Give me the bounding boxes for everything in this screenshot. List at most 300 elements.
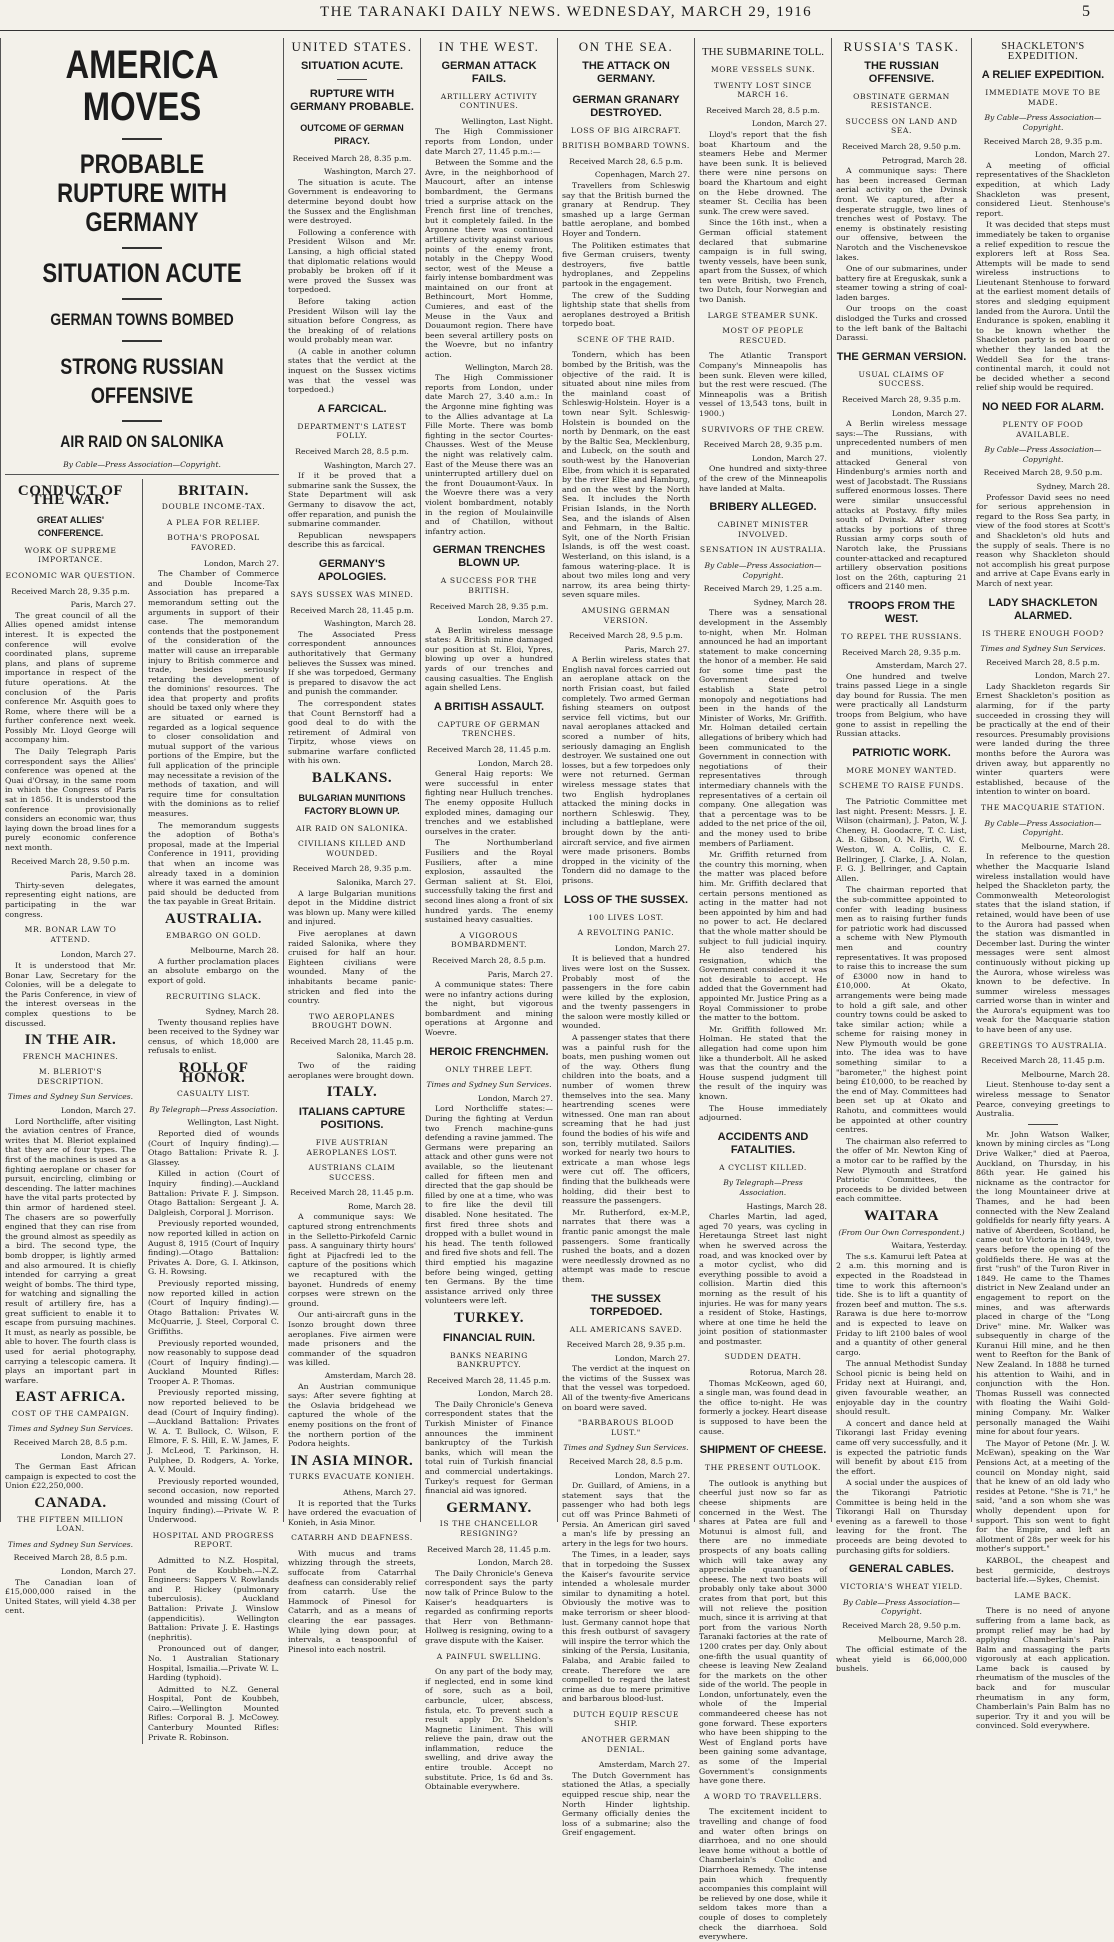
received-line: Received March 28, 9.50 p.m. bbox=[11, 856, 130, 866]
dateline: Rotorua, March 28. bbox=[749, 1368, 827, 1378]
article-paragraph: The Times, in a leader, says that in torpedoing the Sussex the Kaiser's favourite service intended a wholesale murder similar to dynamiting a hotel. Obviously the motive was to make terrorism or sheer blood-lust. Germany cannot hope that this fresh outburst of savagery will inspire the terror which the sinking of the Persia, Lusitania, Falaba, and Arabic failed to create. Therefore we are compelled to regard the latest crime as due to mere primitive and barbarous blood-lust. bbox=[562, 1550, 690, 1704]
headline-salonika: AIR RAID ON SALONIKA bbox=[60, 432, 224, 451]
article-paragraph: Before taking action President Wilson will lay the situation before Congress, as the breaking of of relations would probably mean war. bbox=[288, 296, 416, 345]
source-line: By Telegraph—Press Association. bbox=[723, 1178, 803, 1197]
subheading: ARTILLERY ACTIVITY CONTINUES. bbox=[440, 91, 538, 111]
received-line: Received March 28, 11.45 p.m. bbox=[981, 1056, 1105, 1066]
dateline: London, March 27. bbox=[751, 453, 827, 463]
divider bbox=[122, 247, 162, 249]
article-paragraph: The Atlantic Transport Company's Minneapolis has been sunk. Eleven were killed, but the rest were rescued. (The Minneapolis was a British vessel of 13,543 tons, built in 1900.) bbox=[699, 351, 827, 418]
dateline: Amsterdam, March 27. bbox=[598, 1760, 690, 1770]
column-on-the-sea bbox=[557, 38, 694, 1838]
article-paragraph: The verdict at the inquest on the victims of the Sussex was that the vessel was torpedoed. All of the twenty-five Americans on board were saved. bbox=[562, 1364, 690, 1412]
dateline: Sydney, March 28. bbox=[753, 597, 827, 607]
article-paragraph: The Dutch Government has stationed the Atlas, a specially equipped rescue ship, near the North Hinder lightship. Germany officially denies the loss of a submarine; also the Greif engagement. bbox=[562, 1770, 690, 1838]
section-heading: GERMAN TRENCHES BLOWN UP. bbox=[432, 544, 546, 570]
subheading: TWO AEROPLANES BROUGHT DOWN. bbox=[309, 1011, 395, 1031]
article-paragraph: The correspondent states that Count Bernstorff had a good deal to do with the retirement of Admiral von Tirpitz, whose views on submarine warfare conflicted with his own. bbox=[288, 698, 416, 766]
column-heading: ON THE SEA. bbox=[578, 39, 674, 54]
subheading: DEPARTMENT'S LATEST FOLLY. bbox=[297, 421, 407, 441]
subheading: USUAL CLAIMS OF SUCCESS. bbox=[858, 369, 945, 389]
dateline: Amsterdam, March 28. bbox=[324, 1370, 416, 1380]
divider bbox=[122, 298, 162, 300]
article-paragraph: Mr. Griffith returned from the country this morning, when the matter was placed before him. Mr. Griffith declared that certain persons mentioned as acting in the matter had not been appointed by him and had no power to act. He declared that the whole matter should be subject to full judicial inquiry. He also tendered his resignation, which the Government considered it was not desirable to accept. He added that the Government had appointed Mr. Justice Pring as a Royal Commissioner to probe the matter to the bottom. bbox=[699, 850, 827, 1023]
article-paragraph: General Haig reports: We were successful in enter fighting near Hulluch trenches. The enemy opposite Hulluch exploded mines, damaging our trenches and we established ourselves in the crater. bbox=[425, 769, 553, 836]
article-paragraph: Twenty thousand replies have been received to the Sydney war census, of which 18,000 are refusals to enlist. bbox=[148, 1017, 279, 1056]
subheading: SUCCESS ON LAND AND SEA. bbox=[845, 116, 958, 136]
source-line: By Cable—Press Association—Copyright. bbox=[704, 560, 822, 580]
subheading: FRENCH MACHINES. bbox=[22, 1051, 119, 1061]
dateline: Copenhagen, March 27. bbox=[594, 170, 690, 180]
source-line: By Cable—Press Association—Copyright. bbox=[842, 1597, 961, 1617]
subheading: A PLEA FOR RELIEF. bbox=[166, 517, 261, 527]
subheading: SCHEME TO RAISE FUNDS. bbox=[839, 781, 964, 791]
section-heading: GERMANY'S APOLOGIES. bbox=[317, 557, 387, 583]
received-line: Received March 28, 9.35 p.m. bbox=[703, 440, 823, 450]
article-paragraph: A further proclamation places an absolute embargo on the export of gold. bbox=[148, 956, 279, 985]
section-heading: BRITAIN. bbox=[178, 482, 249, 499]
divider bbox=[122, 138, 162, 140]
subheading: A REVOLTING PANIC. bbox=[577, 928, 675, 938]
article-paragraph: The situation is acute. The Government is endeavoring to determine beyond doubt how the Sussex and the Englishman were destroyed. bbox=[288, 177, 416, 226]
article-paragraph: A Berlin wireless states that English naval forces carried out an aeroplane attack on the north Frisian coast, but failed completely. Two armed German fishing steamers on outpost service fell victims, but our naval aeroplanes attacked and scored a number of hits, seriously damaging an English destroyer. We sustained one out losses, but a few torpedoes only were not returned. German wireless message states that two English hydroplanes attacked the mining docks in northern Schleswig. They, including a battleplane, were brought down by the anti-aircraft service, and five airmen were made prisoners. Bombs dropped in the vicinity of the Tondern did no damage to the prisons. bbox=[562, 655, 690, 885]
received-line: Received March 28, 9.35 p.m. bbox=[429, 601, 549, 611]
divider bbox=[122, 420, 162, 422]
article-paragraph: Pronounced out of danger, No. 1 Australian Stationary Hospital, Ismailia.—Private W. L. Harding (typhoid). bbox=[148, 1644, 279, 1683]
dateline: Melbourne, March 28. bbox=[878, 1634, 967, 1644]
dateline: Melbourne, March 28. bbox=[1021, 1069, 1110, 1079]
article-paragraph: Republican newspapers describe this as farcical. bbox=[288, 530, 416, 550]
subheading: BANKS NEARING BANKRUPTCY. bbox=[450, 1350, 528, 1370]
section-heading: THE SUBMARINE TOLL. bbox=[701, 46, 825, 58]
article-paragraph: Tondern, which has been bombed by the British, was the objective of the raid. It is situated about nine miles from the mainland coast of Schleswig-Holstein. Hoyer is a town near Sylt. Schleswig-Holstein is bounded on the north by Denmark, on the east by the Baltic Sea, Mecklenburg, and Lubeck, on the south and south-west by the Hanoverian Elbe, from which it is separated by the river Elbe and Hamburg, and on the west by the North Sea. It includes the North Frisian Islands, in the North Sea, and the islands of Alsen and Fehmarn, in the Baltic. Sylt, one of the North Frisian Islands, is off the west coast. Westerland, on this island, is a famous watering-place. It is about two miles long and very narrow, its area being thirty-seven square miles. bbox=[562, 350, 690, 600]
source-line: Times and Sydney Sun Services. bbox=[7, 1424, 134, 1434]
article-paragraph: Charles Martin, lad aged, aged 70 years, was cycling in Heretaunga Street last night when he swerved across the road, and was knocked over by a motor cyclist, who did everything possible to avoid a collision. Martin died this morning as the result of his injuries. He was for many years a resident of Stoke, Hastings, where at one time he held the joint position of stationmaster and postmaster. bbox=[699, 1212, 827, 1346]
article-paragraph: The crew of the Sudding lightship state that shells from aeroplanes destroyed a British torpedo boat. bbox=[562, 290, 690, 329]
article-paragraph: If it be proved that a submarine sank the Sussex, the State Department will ask Germany to disavow the act, offer reparation, and punish the submarine commander. bbox=[288, 471, 416, 529]
subheading: BULGARIAN MUNITIONS FACTORY BLOWN UP. bbox=[298, 792, 406, 816]
article-paragraph: Previously reported wounded, second occasion, now reported wounded and missing (Court of Inquiry finding).—Private W. P. Underwood. bbox=[148, 1476, 279, 1525]
column-heading: SHACKLETON'S EXPEDITION. bbox=[1001, 41, 1085, 62]
received-line: Received March 28, 11.45 p.m. bbox=[290, 1036, 414, 1046]
subheading: ECONOMIC WAR QUESTION. bbox=[5, 570, 136, 580]
dateline: London, March 27. bbox=[477, 615, 553, 625]
subheading: GREETINGS TO AUSTRALIA. bbox=[978, 1040, 1108, 1050]
received-line: Received March 28, 8.5 p.m. bbox=[986, 657, 1100, 667]
subheading: TO REPEL THE RUSSIANS. bbox=[841, 631, 962, 641]
subheading: CASUALTY LIST. bbox=[176, 1089, 251, 1099]
subheading: OBSTINATE GERMAN RESISTANCE. bbox=[853, 91, 950, 111]
source-line: By Cable—Press Association—Copyright. bbox=[984, 818, 1102, 838]
headline-situation-acute: SITUATION ACUTE bbox=[42, 258, 242, 288]
subheading: THE PRESENT OUTLOOK. bbox=[704, 1463, 822, 1473]
subheading: THE MACQUARIE STATION. bbox=[980, 803, 1106, 812]
section-heading: NO NEED FOR ALARM. bbox=[982, 401, 1104, 413]
subheading: IS THE CHANCELLOR RESIGNING? bbox=[439, 1519, 539, 1538]
received-line: Received March 28, 9.50 p.m. bbox=[842, 1620, 961, 1630]
article-paragraph: The official estimate of the wheat yield is 66,000,000 bushels. bbox=[836, 1645, 967, 1674]
dateline: London, March 28. bbox=[477, 1389, 553, 1399]
article-paragraph: One hundred and sixty-three of the crew of the Minneapolis have landed at Malta. bbox=[699, 464, 827, 493]
advertisement-text: KARBOL, the cheapest and best germicide, destroys bacterial life.—Sykes, Chemist. bbox=[976, 1555, 1110, 1585]
subheading: CIVILIANS KILLED AND WOUNDED. bbox=[297, 839, 407, 858]
subheading: EMBARGO ON GOLD. bbox=[165, 930, 262, 940]
column-heading: IN THE WEST. bbox=[438, 39, 540, 54]
section-heading: CANADA. bbox=[34, 1495, 107, 1512]
advertisement-text: On any part of the body may, if neglected, end in some kind of sore, such as a boil, carbuncle, ulcer, abscess, fistula, etc. To prevent such a result apply Dr. Sheldon's Magnetic Liniment. This will relieve the pain, draw out the inflammation, reduce the swelling, and drive away the entire trouble. Accept no substitute. Price, 1s 6d and 3s. Obtainable everywhere. bbox=[425, 1667, 553, 1792]
subheading: GERMAN GRANARY DESTROYED. bbox=[572, 93, 680, 119]
article-paragraph: The Daily Chronicle's Geneva correspondent says the party now talk of Prince Bulow to the Kaiser's headquarters is regarded as confirming reports that Herr von Bethmann-Hollweg is resigning, owing to a grave dispute with the Kaiser. bbox=[425, 1568, 553, 1645]
article-paragraph: Thomas McKeown, aged 60, a single man, was found dead in the office to-night. He was formerly a jockey. Heart disease is supposed to have been the cause. bbox=[699, 1378, 827, 1436]
subheading: CABINET MINISTER INVOLVED. bbox=[717, 520, 809, 539]
section-heading: AUSTRALIA. bbox=[164, 910, 263, 927]
article-paragraph: The Mayor of Petone (Mr. J. W. McEwan), speaking on the War Pensions Act, at a meeting of the council on Monday night, said that he knew of an old lady who resides at Petone. "She is 71," he said, "and a son whom she was wholly dependent upon for support. This son went to fight for the Empire, and left an allotment of 28s per week for his mother's support." bbox=[976, 1438, 1110, 1554]
article-paragraph: Between the Somme and the Avre, in the neighborhood of Maucourt, after an intense bombardment, the Germans tried a surprise attack on the French first line of trenches, but it completely failed. In the Argonne there was continued artillery activity against various points of the enemy front, notably in the Cheppy Wood sector, west of the Meuse a fairly intense bombardment was maintained on our front at Bethincourt, Mort Homme, Cumieres, and east of the Meuse in the Vaux and Douaumont region. There have been several artillery posts on the Woevre, but no infantry action. bbox=[425, 158, 553, 360]
article-paragraph: A communique says: There has been increased German aerial activity on the Dvinsk front. We captured, after a desperate struggle, two lines of trenches west of Postavy. The enemy is obstinately resisting our offensive, between the Narotch and the Vischenevskoe lakes. bbox=[836, 166, 967, 262]
advertisement-text: With mucus and trams whizzing through the streets, suffocate from Catarrhal deafness can considerably relief from catarrh. Use the Hammock of Pinesol for Catarrh, and as a means of clearing the ear passages. While lying down pour, at intervals, a teaspoonful of Pinesol into each nostril. bbox=[288, 1548, 416, 1654]
article-paragraph: A passenger states that there was a painful rush for the boats, men pushing women out of the way. Others flung children into the boats, and a number of women threw themselves into the sea. Many heartrending scenes were witnessed. One man ran about screaming that he had just found the bodies of his wife and son, terribly mutilated. Sailors worked for nearly two hours to extricate a man whose legs were cut off. The officers, finding that the bulkheads were holding, did their best to reassure the passengers. bbox=[562, 1033, 690, 1206]
section-heading: BRIBERY ALLEGED. bbox=[709, 501, 817, 514]
source-line: (From Our Own Correspondent.) bbox=[838, 1227, 965, 1237]
subheading: WORK OF SUPREME IMPORTANCE. bbox=[24, 545, 117, 565]
section-heading: BALKANS. bbox=[311, 770, 393, 787]
section-heading: PATRIOTIC WORK. bbox=[852, 746, 951, 759]
subheading: A SUCCESS FOR THE BRITISH. bbox=[440, 576, 538, 595]
source-line: Times and Sydney Sun Services. bbox=[980, 644, 1106, 654]
dateline: London, March 28. bbox=[477, 758, 553, 768]
article-paragraph: The Associated Press correspondent announces authoritatively that Germany believes the Sussex was mined. If she was torpedoed, Germany is prepared to disavow the act and punish the commander. bbox=[288, 629, 416, 697]
received-line: Received March 28, 9.35 p.m. bbox=[566, 1340, 686, 1350]
dateline: Melbourne, March 28. bbox=[1021, 841, 1110, 851]
subheading: BOTHA'S PROPOSAL FAVORED. bbox=[167, 533, 260, 552]
masthead-title: THE TARANAKI DAILY NEWS. WEDNESDAY, MARCH 29, 1916 bbox=[320, 4, 813, 20]
subheading: LARGE STEAMER SUNK. bbox=[707, 310, 819, 320]
subheading: 100 LIVES LOST. bbox=[588, 912, 664, 922]
source-line: By Cable—Press Association—Copyright. bbox=[63, 460, 221, 469]
subheading: COST OF THE CAMPAIGN. bbox=[11, 1408, 130, 1418]
article-paragraph: Mr. Rutherford, ex-M.P., narrates that there was a frantic panic amongst the male passengers. Some frantically rushed the boats, and a dozen were needlessly drowned as no attempt was made to rescue them. bbox=[562, 1207, 690, 1284]
subheading: MORE VESSELS SUNK. bbox=[710, 65, 816, 74]
dateline: London, March 27. bbox=[60, 1567, 136, 1576]
article-paragraph: The great council of all the Allies opened amidst intense interest. It is expected the conference will evolve coordinated plans, supreme plans, and plans of supreme importance in respect of the future operations. At the conclusion of the Paris conference Mr. Asquith goes to Rome, where there will be a further conference next week. Possibly Mr. Lloyd George will accompany him. bbox=[5, 610, 136, 745]
article-paragraph: Admitted to N.Z. General Hospital, Pont de Koubbeh, Cairo.—Wellington Mounted Rifles: Corporal B. J. McCowey. Canterbury Mounted Rifles: Private R. Robinson. bbox=[148, 1684, 279, 1742]
article-paragraph: One of our submarines, under battery fire at Ereguskak, sunk a steamer towing a string of coal-laden barges. bbox=[836, 264, 967, 302]
received-line: Received March 29, 1.25 a.m. bbox=[703, 584, 823, 594]
subheading: LOSS OF BIG AIRCRAFT. bbox=[570, 125, 682, 135]
article-paragraph: Five aeroplanes at dawn raided Salonika, where they cruised for half an hour. Eighteen civilians were wounded. Many of the inhabitants became panic-stricken and fled into the country. bbox=[288, 929, 416, 1006]
subheading: ALL AMERICANS SAVED. bbox=[569, 1324, 683, 1334]
column-main-headlines bbox=[0, 38, 283, 1742]
dateline: Waitara, Yesterday. bbox=[891, 1241, 967, 1251]
received-line: Received March 28, 8.5 p.m. bbox=[13, 1438, 128, 1448]
received-line: Received March 28, 9.35 p.m. bbox=[11, 586, 130, 596]
section-heading: A FARCICAL. bbox=[317, 402, 387, 415]
section-heading: THE GERMAN VERSION. bbox=[836, 350, 967, 363]
subheading: SAYS SUSSEX WAS MINED. bbox=[290, 589, 414, 599]
advertisement-text: There is no need of anyone suffering from a lame back, as prompt relief may be had by applying Chamberlain's Pain Balm and massaging the parts vigorously at each application. Lame back is caused by rheumatism of the muscles of the back and for muscular rheumatism in any form, Chamberlain's Pain Balm has no superior. Try it and you will be convinced. Sold everywhere. bbox=[976, 1606, 1110, 1731]
subheading: DOUBLE INCOME-TAX. bbox=[161, 502, 266, 512]
dateline: Salonika, March 28. bbox=[336, 1050, 416, 1060]
dateline: Paris, March 28. bbox=[70, 870, 136, 880]
dateline: Sydney, March 28. bbox=[205, 1007, 279, 1017]
subheading: A VIGOROUS BOMBARDMENT. bbox=[450, 930, 528, 950]
article-paragraph: Lord Northcliffe, after visiting the aviation centres of France, writes that M. Bleriot explained that they are of four types. The first of the machines is used as a fighting aeroplane or chaser for pursuit, encircling, climbing or descending. The latter machines have the vital parts protected by thin armor of hardened steel. The chasers are so powerfully engined that they can rise from the ground almost as speedily as a bird. The second type, the bomb dropper, is lightly armed and also armoured. It is chiefly intended for carrying a great weight of bombs. The third type, for watching and signalling the result of artillery fire, has a great sufficient to enable it to escape from pursuing machines. It must, as nearly as possible, be able to hover. The fourth class is used for aerial photography, carrying a telescopic camera. It plays an important part in warfare. bbox=[5, 1116, 136, 1385]
subheading: VICTORIA'S WHEAT YIELD. bbox=[840, 1582, 963, 1592]
article-paragraph: Lord Northcliffe states:—During the fighting at Verdun two French machine-guns defending a ravine jammed. The Germans were preparing an attack and other guns were not available, so the lieutenant called for fifteen men and directed that the gap should be filled by one at a time, who was to fire like the devil till disabled. None hesitated. The first fired three shots and dropped with a bullet wound in his head. The tenth followed and fired five shots and fell. The third emptied his magazine before being winged, getting ten Germans. By the time assistance arrived only three volunteers were left. bbox=[425, 1104, 553, 1306]
section-heading: ACCIDENTS AND FATALITIES. bbox=[717, 1130, 809, 1156]
dateline: Paris, March 27. bbox=[624, 644, 690, 654]
subheading: RECRUITING SLACK. bbox=[165, 991, 262, 1001]
headline-america-moves: AMERICA MOVES bbox=[65, 43, 219, 129]
dateline: Washington, March 27. bbox=[324, 167, 416, 177]
dateline: London, March 27. bbox=[60, 950, 136, 960]
article-paragraph: Lloyd's report that the fish boat Khartoum and the steamers Hebe and Mermer have been sunk. It is believed there were nine persons on board the Khartoum and eight on the Hebe drowned. The steamer St. Cecilia has been sunk. The crew were saved. bbox=[699, 129, 827, 216]
subheading: HOSPITAL AND PROGRESS REPORT. bbox=[152, 1530, 275, 1550]
section-heading: A RELIEF EXPEDITION. bbox=[981, 69, 1105, 82]
received-line: Received March 28, 9.5 p.m. bbox=[569, 631, 683, 641]
section-heading: TURKEY. bbox=[453, 1309, 525, 1326]
received-line: Received March 28, 8.5 p.m. bbox=[295, 447, 409, 457]
article-paragraph: Killed in action (Court of Inquiry finding).—Auckland Battalion: Private F. J. Simpson. Otago Battalion: Sergeant J. A. Dalgleish, Corporal J. Morrison. bbox=[148, 1169, 279, 1217]
headline-probable-rupture: PROBABLE RUPTURE WITH GERMANY bbox=[57, 149, 227, 237]
section-heading: RUPTURE WITH GERMANY PROBABLE. bbox=[290, 87, 414, 113]
subheading: MORE MONEY WANTED. bbox=[846, 765, 957, 775]
section-heading: THE SUSSEX TORPEDOED. bbox=[589, 1292, 663, 1318]
advertisement-heading: CATARRH AND DEAFNESS. bbox=[291, 1533, 413, 1543]
column-heading: RUSSIA'S TASK. bbox=[843, 39, 960, 54]
article-paragraph: Professor David sees no need for serious apprehension in regard to the Ross Sea party, in view of the food stores at Scott's and Shackleton's old huts and the supply of seals. There is no reason why Shackleton should not accomplish his great purpose and arrive at Cape Evans early in March of next year. bbox=[976, 492, 1110, 588]
dateline: London, March 27. bbox=[60, 1451, 136, 1461]
article-paragraph: A social under the auspices of the Tikorangi Patriotic Committee is being held in the Tikorangi Hall on Thursday evening as a farewell to those leaving for the front. The proceeds are being devoted to purchasing gifts for soldiers. bbox=[836, 1478, 967, 1555]
subheading: ANOTHER GERMAN DENIAL. bbox=[581, 1735, 671, 1754]
article-paragraph: The chairman reported that the sub-committee appointed to confer with leading business men as to raising further funds for patriotic work had discussed a scheme with New Plymouth men and country representatives. It was proposed to raise this to increase the sum of £3000 now in hand to £10,000. At Okato, arrangements were being made to hold a gift sale, and other country towns could be asked to take similar action; while a scheme for raising money in New Plymouth would be gone into. The idea was to have something similar to a "barometer," the highest point being £10,000, to be reached by the end of May. Committees had been set up at Okato and Rahotu, and committees would be appointed at other country centres. bbox=[836, 885, 967, 1135]
source-line: By Cable—Press Association—Copyright. bbox=[984, 113, 1102, 132]
article-paragraph: Lady Shackleton regards Sir Ernest Shackleton's position as alarming, for if the party succeeded in crossing they will be practically at the end of their resources. Presumably provisions were landed during the three months before the Aurora was driven away, but apparently no winter quarters were established, because of the intention to winter on board. bbox=[976, 681, 1110, 797]
article-paragraph: The Canadian loan of £15,000,000 raised in the United States, will yield 4.38 per cent. bbox=[5, 1577, 136, 1616]
dateline: Amsterdam, March 27. bbox=[875, 661, 967, 671]
section-heading: SHIPMENT OF CHEESE. bbox=[699, 1444, 827, 1457]
article-paragraph: A Berlin wireless message says:—The Russians, with unprecedented numbers of men and munitions, violently attacked General von Hindenburg's armies north and west of Jacobstadt. The Russians suffered enormous losses. There were similar unsuccessful attacks at Postavy. fifty miles south of Dvinsk. After strong attacks by portions of three Russian army corps south of Narotch lake, the Prussians counter-attacked and recaptured artillery observation positions lost on the 26th, capturing 21 officers and 2140 men. bbox=[836, 419, 967, 592]
section-heading: IN THE AIR. bbox=[24, 1032, 117, 1049]
section-heading: IN ASIA MINOR. bbox=[290, 1452, 414, 1469]
article-paragraph: Mr. John Watson Walker, known by mining circles as "Long Drive Walker," died at Paeroa, Auckland, on Thursday, in his 86th year. He gained his nickname as the contractor for the long Mountaineer drive at Thames, and he had been connected with the New Zealand goldfields for nearly fifty years. A native of Aberdeen, Scotland, he came out to Victoria in 1849, two years before the opening of the goldfields there. He was at the first "rush" of the Turon River in 1849. He came to the Thames district in New Zealand under an engagement to report on the mines, and was afterwards placed in charge of the "Long Drive" mine. Mr. Walker was subsequently in charge of the Kuranui Hill mine, and he then went to Reefton for the Bank of New Zealand. In 1888 he turned his attention to Waihi, and in conjunction with the Hon. Thomas Russell was connected with floating the Waihi Gold-mining Company. Mr. Walker personally managed the Waihi mine for about four years. bbox=[976, 1129, 1110, 1437]
section-heading: A BRITISH ASSAULT. bbox=[433, 700, 545, 713]
subheading: SENSATION IN AUSTRALIA. bbox=[699, 545, 827, 555]
advertisement-text: The excitement incident to travelling and change of food and water often brings on diarrhoea, and no one should leave home without a bottle of Chamberlain's Colic and Diarrhoea Remedy. The intense pain which frequently accompanies this complaint will be relieved by one dose, while it seldom takes more than a couple of doses to completely check the diarrhoea. Sold everywhere. bbox=[699, 1807, 827, 1942]
subheading: SURVIVORS OF THE CREW. bbox=[701, 424, 825, 434]
subheading: BRITISH BOMBARD TOWNS. bbox=[562, 141, 690, 151]
article-paragraph: Following a conference with President Wilson and Mr. Lansing, a high official stated that diplomatic relations would probably be broken off if it were proved the Sussex was torpedoed. bbox=[288, 227, 416, 295]
column-shackleton bbox=[971, 38, 1114, 1731]
received-line: Received March 28, 8.5 p.m. bbox=[13, 1553, 128, 1563]
article-paragraph: One hundred and twelve trains passed Liege in a single day bound for Russia. The men were practically all Landsturm troops from Belgium, who have gone to assist in repelling the Russian attacks. bbox=[836, 671, 967, 739]
received-line: Received March 28, 9.50 p.m. bbox=[842, 141, 961, 151]
subheading: AIR RAID ON SALONIKA. bbox=[295, 823, 409, 833]
subheading: PLENTY OF FOOD AVAILABLE. bbox=[1002, 420, 1084, 439]
dateline: London, March 27. bbox=[614, 1353, 690, 1363]
column-russias-task bbox=[831, 38, 971, 1674]
dateline: Washington, March 27. bbox=[324, 460, 416, 470]
subheading: ONLY THREE LEFT. bbox=[445, 1064, 533, 1074]
section-heading: EAST AFRICA. bbox=[15, 1389, 126, 1406]
received-line: Received March 28, 9.35 p.m. bbox=[842, 647, 961, 657]
headline-german-towns: GERMAN TOWNS BOMBED bbox=[50, 310, 234, 329]
dateline: Rome, March 28. bbox=[347, 1201, 416, 1211]
subheading: SCENE OF THE RAID. bbox=[577, 334, 675, 344]
article-paragraph: It is understood that Mr. Bonar Law, Secretary for the Colonies, will be a delegate to the Paris Conference, in view of the interest overseas in the complex questions to be discussed. bbox=[5, 960, 136, 1028]
article-paragraph: The Chamber of Commerce and Double Income-Tax Association has prepared a memorandum setting out the arguments in support of their case. The memorandum contends that the postponement of the consideration of the matter will cause an irreparable injury to British commerce and trade, besides seriously retarding the development of the dominions' resources. The idea that property and profits should be taxed only where they are situated or earned is regarded as a logical sequence to closer consolidation and mutual support of the various portions of the Empire, but the full application of the principle may necessitate a revision of the methods of taxation, and will require time for consultation with the dominions as to relief measures. bbox=[148, 569, 279, 818]
article-paragraph: In reference to the question whether the Macquarie Island wireless installation would have helped the Shackleton party, the Commonwealth Meteorologist states that the island station, if retained, would have been of use to the Aurora had passed when the station was dismantled in December last. During the winter messages were sent almost continuously without picking up the Aurora, whose wireless was known to be defective. In summer wireless messages carried worse than in winter and the Aurora's equipment was too weak for the Macquarie station to have been of any use. bbox=[976, 852, 1110, 1035]
advertisement-heading: A PAINFUL SWELLING. bbox=[436, 1651, 542, 1661]
headline-russian-offensive: STRONG RUSSIAN OFFENSIVE bbox=[60, 354, 224, 408]
article-paragraph: A large Bulgarian munitions depot in the Middine district was blown up. Many were killed and injured. bbox=[288, 888, 416, 927]
article-paragraph: (A cable in another column states that the verdict at the inquest on the Sussex victims was that the vessel was torpedoed.) bbox=[288, 346, 416, 395]
column-split bbox=[5, 479, 279, 1745]
subheading: FIVE AUSTRIAN AEROPLANES LOST. bbox=[306, 1137, 398, 1157]
article-paragraph: The High Commissioner reports from London, under date March 27, 11.45 p.m.:— bbox=[425, 127, 553, 156]
received-line: Received March 28, 11.45 p.m. bbox=[290, 1188, 414, 1198]
received-line: Received March 28, 11.45 p.m. bbox=[427, 745, 551, 755]
subheading: ITALIANS CAPTURE POSITIONS. bbox=[298, 1105, 406, 1131]
article-paragraph: Two of the raiding aeroplanes were brought down. bbox=[288, 1061, 416, 1080]
subheading: MOST OF PEOPLE RESCUED. bbox=[722, 326, 804, 345]
dateline: Sydney, March 28. bbox=[1036, 481, 1110, 491]
source-line: Times and Sydney Sun Services. bbox=[7, 1539, 134, 1549]
article-paragraph: A concert and dance held at Tikorangi last Friday evening came off very successfully, and it is expected the patriotic funds will benefit by about £15 from the effort. bbox=[836, 1418, 967, 1476]
masthead bbox=[0, 0, 1114, 31]
divider bbox=[122, 340, 162, 342]
dateline: London, March 27. bbox=[1034, 150, 1110, 160]
subheading: A CYCLIST KILLED. bbox=[719, 1162, 807, 1172]
dateline: Athens, March 27. bbox=[343, 1487, 416, 1497]
received-line: Received March 28, 8.5 p.m. bbox=[706, 105, 820, 115]
section-heading: CONDUCT OF THE WAR. bbox=[17, 482, 124, 509]
article-paragraph: The annual Methodist Sunday School picnic is being held on Friday next at Huirangi, and, given favourable weather, an enjoyable day in the country should result. bbox=[836, 1359, 967, 1417]
section-heading: GENERAL CABLES. bbox=[849, 1563, 954, 1576]
article-paragraph: Previously reported missing, now reported believed to be dead (Court of Inquiry finding).—Auckland Battalion: Privates W. A. T. Bullock, C. Wilson, F. Elmore, F. S. Hill, E. W. James, F. J. McLeod, T. Parkinson, H. Pulphee, D. Rodgers, A. Yorke, A. V. Mould. bbox=[148, 1388, 279, 1475]
received-line: Received March 28, 8.5 p.m. bbox=[432, 955, 546, 965]
subcolumn-right bbox=[142, 479, 279, 1745]
page-number: 5 bbox=[1082, 3, 1092, 20]
subheading: IMMEDIATE MOVE TO BE MADE. bbox=[985, 88, 1101, 107]
article-paragraph: A communique says: We captured strong entrenchments in the Selletto-Pirkofeld Carnic pass. A sanguinary thirty hours' fight at Pijacfredi led to the capture of the positions which we recaptured with the bayonet. Hundreds of enemy corpses were strewn on the ground. bbox=[288, 1212, 416, 1308]
received-line: Received March 28, 9.35 p.m. bbox=[842, 395, 961, 405]
source-line: Times and Sydney Sun Services. bbox=[426, 1080, 552, 1090]
received-line: Received March 28, 9.50 p.m. bbox=[983, 468, 1103, 478]
advertisement-heading: LAME BACK. bbox=[1014, 1590, 1072, 1600]
article-paragraph: The Daily Chronicle's Geneva correspondent states that the Turkish Minister of Finance announces the imminent bankruptcy of the Turkish banks, which will mean the total ruin of Turkish financial and commercial undertakings. Turkey's request for German financial aid was ignored. bbox=[425, 1399, 553, 1496]
subheading: IS THERE ENOUGH FOOD? bbox=[982, 628, 1104, 638]
article-paragraph: An Austrian communique says: After severe fighting at the Oslavia bridgehead we captured the whole of the enemy positions on the front of the northern portion of the Podora heights. bbox=[288, 1381, 416, 1449]
subheading: TWENTY LOST SINCE MARCH 16. bbox=[714, 80, 812, 100]
subheading: FINANCIAL RUIN. bbox=[442, 1331, 536, 1344]
source-line: Times and Sydney Sun Services. bbox=[7, 1092, 134, 1102]
article-paragraph: The House immediately adjourned. bbox=[699, 1103, 827, 1123]
article-paragraph: Admitted to N.Z. Hospital, Pont de Koubbeh.—N.Z. Engineers: Sappers V. Rowlands and P. Hickey (pulmonary tuberculosis). Auckland Battalion: Private J. Winslow (appendicitis). Wellington Battalion: Private J. E. Hastings (nephritis). bbox=[148, 1555, 279, 1642]
article-paragraph: The s.s. Kamurui left Patea at 2 a.m. this morning and is expected in the Roadstead in time to work this afternoon's tide. She is to lift a quantity of frozen beef and mutton. The s.s. Rarawa is due here to-morrow and is expected to leave on Friday to lift 2100 bales of wool and a quantity of other general cargo. bbox=[836, 1251, 967, 1357]
article-paragraph: It is reported that the Turks have ordered the evacuation of Konieh, in Asia Minor. bbox=[288, 1498, 416, 1527]
subheading: "BARBAROUS BLOOD LUST." bbox=[577, 1418, 675, 1437]
article-paragraph: A Berlin wireless message states: A British mine damaged our position at St. Eloi, Ypres, blowing up over a hundred yards of our trenches and causing casualties. The English again shelled Lens. bbox=[425, 625, 553, 693]
article-paragraph: Travellers from Schleswig say that the British burned the granary at Rendrup. They smashed up a large German battle aeroplane, and bombed Hoyer and Tondern. bbox=[562, 180, 690, 238]
article-paragraph: Previously reported wounded, now reported killed in action on August 8, 1915 (Court of Inquiry finding).—Otago Battalion: Privates A. Dore, G. I. Atkinson, G. H. Rowsing. bbox=[148, 1219, 279, 1277]
dateline: London, March 27. bbox=[60, 1106, 136, 1116]
article-paragraph: Lieut. Stenhouse to-day sent a wireless message to Senator Pearce, conveying greetings to Australia. bbox=[976, 1080, 1110, 1119]
dateline: Salonika, March 27. bbox=[336, 878, 416, 888]
section-heading: LADY SHACKLETON ALARMED. bbox=[988, 596, 1098, 622]
section-heading: THE ATTACK ON GERMANY. bbox=[582, 59, 670, 85]
article-paragraph: It is believed that a hundred lives were lost on the Sussex. Probably most of the passengers in the fore cabin were killed by the explosion, and the twenty passengers in the saloon were mostly killed or wounded. bbox=[562, 954, 690, 1031]
article-paragraph: The outlook is anything but cheerful just now so far as cheese shipments are concerned in the West. The shares at Patea are full and Motunui is almost full, and there are no immediate prospects of any boats calling which will take away any appreciable quantities of cheese. The next two boats will probably only take about 3000 crates from that port, but this will not relieve the position much, since it is arriving at that port from the various North Taranaki factories at the rate of 1200 crates per day. Only about one-fifth the usual quantity of cheese is leaving New Zealand for the markets on the other side of the world. The people in London, unfortunately, even the whole of the Imperial commandeered cheese has not gone forward. These exporters who have been shipping to the West of England ports have been gaining some advantage, as some of the Imperial Government's consignments have gone there. bbox=[699, 1478, 827, 1786]
section-heading: LOSS OF THE SUSSEX. bbox=[563, 893, 689, 906]
subheading: SUDDEN DEATH. bbox=[724, 1352, 802, 1362]
section-heading: SITUATION ACUTE. bbox=[300, 59, 404, 72]
source-line: By Telegraph—Press Association. bbox=[149, 1104, 278, 1114]
dateline: London, March 27. bbox=[203, 558, 279, 568]
dateline: London, March 27. bbox=[891, 408, 967, 418]
subheading: AMUSING GERMAN VERSION. bbox=[581, 605, 671, 625]
article-paragraph: Our troops on the coast dislodged the Turks and crossed to the left bank of the Baltachi Darassi. bbox=[836, 304, 967, 343]
article-paragraph: Since the 16th inst., when a German official statement declared that submarine campaign is in full swing, twenty vessels, have been sunk, apart from the Sussex, of which ten were British, two French, two Dutch, four Norwegian and two Danish. bbox=[699, 218, 827, 305]
received-line: Received March 28, 6.5 p.m. bbox=[569, 156, 683, 166]
article-paragraph: The chairman also referred to the offer of Mr. Newton King of a motor car to be raffled by the New Plymouth and Stratford Patriotic Committees, the proceeds to be divided between each committee. bbox=[836, 1136, 967, 1204]
article-paragraph: The Politiken estimates that five German cruisers, twenty destroyers, five battle hydroplanes, and Zeppelins partook in the engagement. bbox=[562, 240, 690, 288]
article-paragraph: Mr. Griffith followed Mr. Holman. He stated that the allegation had come upon him like a thunderbolt. All he asked was that the country and the House suspend judgment till the result of the inquiry was known. bbox=[699, 1024, 827, 1101]
subheading: AUSTRIANS CLAIM SUCCESS. bbox=[308, 1163, 396, 1182]
column-submarine-toll bbox=[694, 38, 831, 1942]
dateline: London, March 27. bbox=[614, 1470, 690, 1480]
article-paragraph: The High Commissioner reports from London, under date March 27, 3.40 a.m.: In the Argonne mine fighting was to the Allies advantage at La Fille Morte. There was bomb fighting in the sector Courtes-Chausses. West of the Meuse the night was relatively calm. East of the Meuse there was an uninterrupted artillery duel on the front Douaumont-Vaux. In the Woevre there was a very violent bombardment, notably in the region of Moulainville and of Chatillon, without infantry action. bbox=[425, 373, 553, 536]
article-paragraph: A communique states: There were no infantry actions during the night, but vigorous bombardment and mining operations at Argonne and Woevre. bbox=[425, 980, 553, 1038]
dateline: Melbourne, March 28. bbox=[190, 946, 279, 956]
source-line: Times and Sydney Sun Services. bbox=[563, 1443, 689, 1453]
section-heading: GERMAN ATTACK FAILS. bbox=[441, 59, 537, 85]
subheading: TURKS EVACUATE KONIEH. bbox=[289, 1472, 415, 1482]
dateline: Petrograd, March 28. bbox=[881, 155, 967, 165]
advertisement-heading: A WORD TO TRAVELLERS. bbox=[703, 1791, 823, 1801]
article-paragraph: Thirty-seven delegates, representing eight nations, are participating in the war congress. bbox=[5, 880, 136, 919]
dateline: Paris, March 27. bbox=[487, 969, 553, 979]
received-line: Received March 28, 9.35 p.m. bbox=[292, 864, 412, 874]
dateline: Wellington, Last Night. bbox=[461, 116, 553, 126]
received-line: Received March 28, 11.45 p.m. bbox=[427, 1375, 551, 1385]
article-paragraph: A meeting of official representatives of the Shackleton expedition, at which Lady Shackleton was present, considered Lieut. Stenhouse's report. bbox=[976, 160, 1110, 218]
received-line: Received March 28, 8.5 p.m. bbox=[569, 1457, 683, 1467]
section-heading: TROOPS FROM THE WEST. bbox=[848, 599, 955, 625]
dateline: Hastings, March 28. bbox=[746, 1201, 827, 1211]
article-paragraph: Dr. Guillard, of Amiens, in a statement says that the passenger who had both legs cut off was Prince Bahmeti of Persia. An American girl saved a man's life by pressing an artery in the legs for two hours. bbox=[562, 1481, 690, 1548]
received-line: Received March 28, 8.35 p.m. bbox=[292, 153, 412, 163]
article-paragraph: The memorandum suggests the adoption of Botha's proposal, made at the Imperial Conference in 1911, providing that when an income was already taxed in a dominion where it was earned the amount paid should be deducted from the tax payable in Great Britain. bbox=[148, 820, 279, 907]
section-heading: HEROIC FRENCHMEN. bbox=[429, 1045, 549, 1058]
subheading: M. BLERIOT'S DESCRIPTION. bbox=[37, 1067, 104, 1086]
subheading: MR. BONAR LAW TO ATTEND. bbox=[24, 925, 117, 944]
column-in-the-west bbox=[420, 38, 557, 1792]
dateline: Wellington, Last Night. bbox=[187, 1118, 279, 1128]
subheading: DUTCH EQUIP RESCUE SHIP. bbox=[572, 1709, 680, 1729]
subcolumn-left bbox=[5, 479, 136, 1745]
column-heading: UNITED STATES. bbox=[291, 39, 413, 54]
received-line: Received March 28, 11.45 p.m. bbox=[427, 1544, 551, 1554]
subheading: CAPTURE OF GERMAN TRENCHES. bbox=[437, 719, 541, 739]
subheading: OUTCOME OF GERMAN PIRACY. bbox=[300, 122, 404, 146]
article-paragraph: The Patriotic Committee met last night. Present: Messrs. J. E. Wilson (chairman), J. Paton, W. J. Cheney, H. Goodacre, T. C. List, A. B. Gibson, O. N. Firth, W. C. Weston, W. A. Collis, C. E. Bellringer, J. Clarke, J. A. Nolan, F. G. J. Bellringer, and Captain Allen. bbox=[836, 797, 967, 883]
dateline: Paris, March 27. bbox=[70, 600, 136, 610]
article-paragraph: Reported died of wounds (Court of Inquiry finding).—Otago Battalion: Private R. J. Glassey. bbox=[148, 1129, 279, 1167]
article-paragraph: There was a sensational development in the Assembly to-night, when Mr. Holman announced he had an important statement to make concerning the honor of a member. He said for some time past the Government desired to establish a State petrol monopoly and negotiations had been in the hands of the Minister of Works, Mr. Griffith. Mr. Holman detailed certain allegations of bribery which had been communicated to the Government in connection with negotiations of their representatives through intermediary channels with the representatives of a certain oil company. One allegation was that a percentage was to be added to the net price of the oil, and the money used to bribe members of Parliament. bbox=[699, 608, 827, 848]
subheading: THE FIFTEEN MILLION LOAN. bbox=[17, 1514, 124, 1534]
section-heading: GREAT ALLIES' CONFERENCE. bbox=[36, 514, 105, 538]
